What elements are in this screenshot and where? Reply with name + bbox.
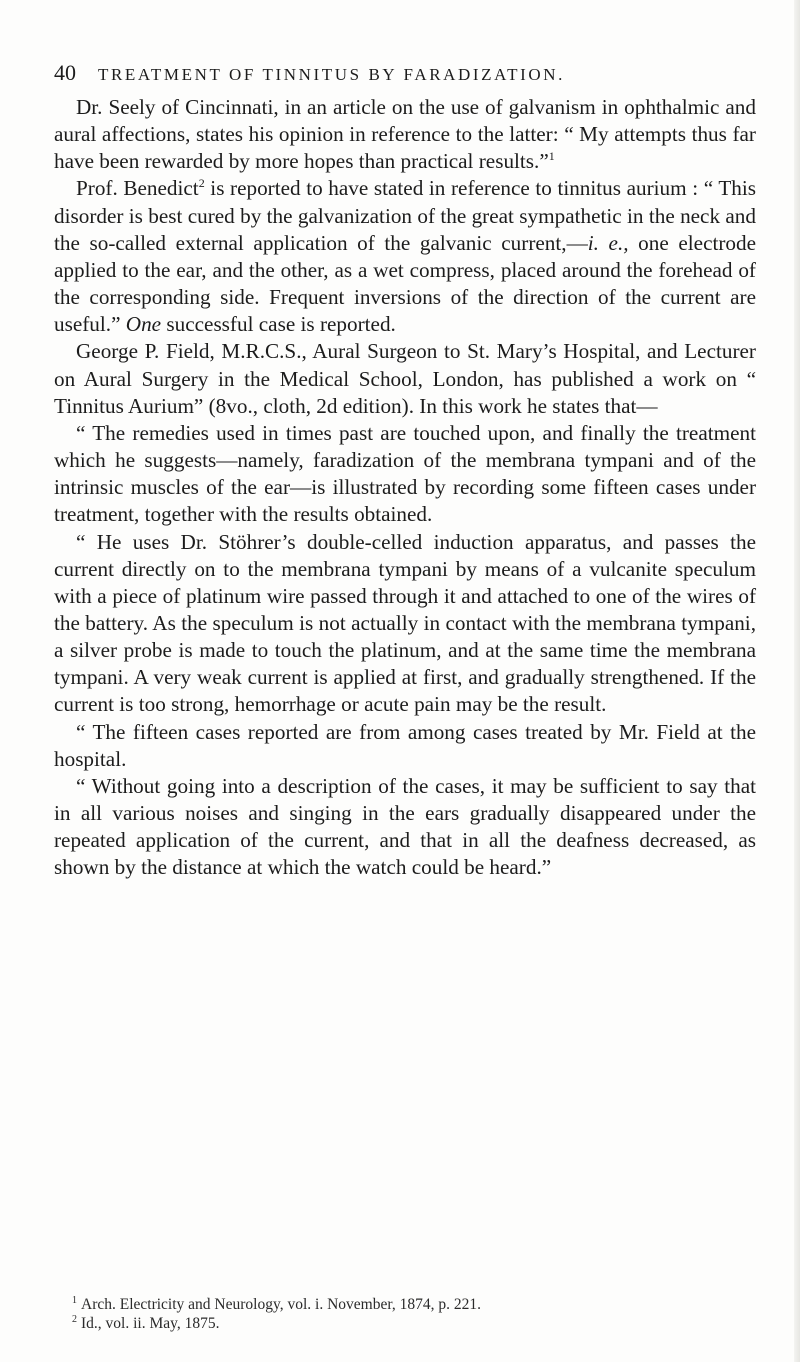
page-number: 40 [54,60,76,85]
paragraph-benedict-ie: i. e., [587,230,629,255]
paragraph-quote-results: “ Without going into a description of the cases, it may be sufficient to say that in all various noises and singing in the ears gradually disappeared under the repeated application of the current, and that in all the deafness decreased, as shown by the distance at which the watch could be heard.” [54,773,756,880]
page-edge-shadow [794,0,800,1362]
paragraph-seely-text: Dr. Seely of Cincinnati, in an article on the use of galvanism in ophthalmic and aural affections, states his opinion in reference to the latter: “ My attempts thus far have been rewarded by more hopes than practical results.” [54,95,756,174]
paragraph-benedict-text-a: Prof. Benedict [76,176,199,201]
paragraph-quote-apparatus: “ He uses Dr. Stöhrer’s double-celled induction apparatus, and passes the current directly on to the membrana tympani by means of a vulcanite speculum with a piece of platinum wire passed through it and attached to one of the wires of the battery. As the speculum is not actually in contact with the membrana tympani, a silver probe is made to touch the platinum, and at the same time the membrana tympani. A very weak current is applied at first, and gradually strengthened. If the current is too strong, hemorrhage or acute pain may be the result. [54,529,756,717]
paragraph-field: George P. Field, M.R.C.S., Aural Surgeon to St. Mary’s Hospital, and Lecturer on Aural Surgery in the Medical School, London, has published a work on “ Tinnitus Aurium” (8vo., cloth, 2d edition). In this work he states that— [54,339,756,418]
body-text [54,94,756,882]
running-title: TREATMENT OF TINNITUS BY FARADIZATION. [98,65,565,84]
footnote-2-mark: 2 [72,1313,77,1325]
paragraph-quote-cases: “ The fifteen cases reported are from among cases treated by Mr. Field at the hospital. [54,719,756,771]
running-head [54,58,754,88]
paragraph-benedict-text-d: successful case is reported. [161,312,396,337]
footnote-2 [72,1314,752,1333]
footnotes [72,1295,752,1333]
footnote-1 [72,1295,752,1314]
paragraph-benedict-text-c: one electrode applied to the ear, and the other, as a wet compress, placed around the forehead of the corresponding side. Frequent inversions of the direction of the current are useful.” [54,230,757,337]
paragraph-benedict-one: One [125,312,162,337]
footnote-1-text: Arch. Electricity and Neurology, vol. i. November, 1874, p. 221. [81,1296,481,1313]
footnote-ref-2: 2 [198,176,205,191]
paragraph-quote-remedies: “ The remedies used in times past are touched upon, and finally the treatment which he suggests—namely, faradization of the membrana tympani and of the intrinsic muscles of the ear—is illustrated by recording some fifteen cases under treatment, together with the results obtained. [54,420,756,527]
paragraph-benedict [54,175,756,338]
paragraph-benedict-text-b: is reported to have stated in reference to tinnitus aurium : “ This disorder is best cured by the galvanization of the great sympathetic in the neck and the so-called external application of the galvanic current,— [54,176,756,255]
paragraph-seely [54,94,756,175]
footnote-1-mark: 1 [72,1294,77,1306]
footnote-ref-1: 1 [548,149,555,164]
footnote-2-text: Id., vol. ii. May, 1875. [81,1315,220,1332]
